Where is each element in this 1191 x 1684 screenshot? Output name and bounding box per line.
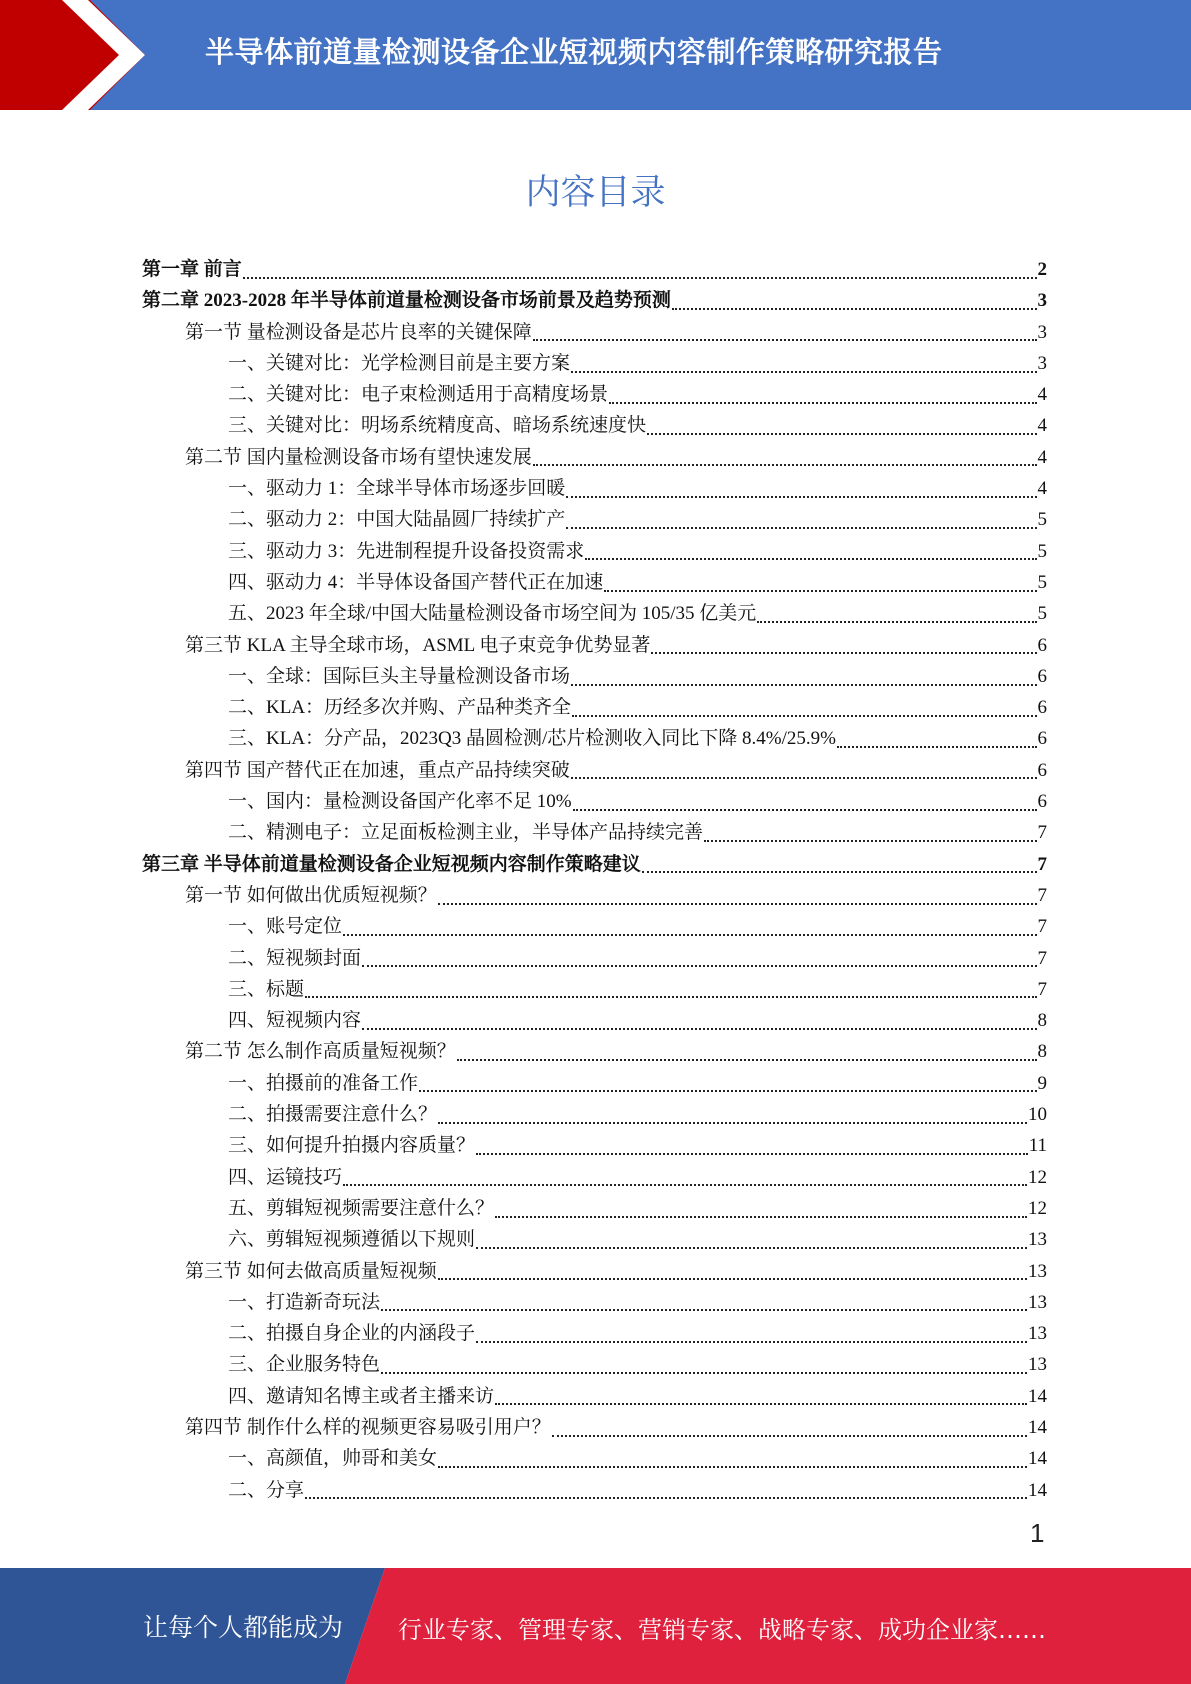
toc-entry[interactable] bbox=[142, 1443, 1047, 1474]
toc-entry-title: 四、短视频内容 bbox=[228, 1010, 362, 1032]
dot-leader bbox=[438, 903, 1037, 905]
toc-entry-page: 14 bbox=[1028, 1416, 1047, 1438]
toc-entry-page: 13 bbox=[1028, 1291, 1047, 1313]
toc-entry-page: 14 bbox=[1028, 1448, 1047, 1470]
toc-entry-title: 四、运镜技巧 bbox=[228, 1166, 343, 1188]
dot-leader bbox=[476, 1153, 1028, 1155]
dot-leader bbox=[495, 1216, 1027, 1218]
toc-entry-page: 10 bbox=[1028, 1104, 1047, 1126]
toc-entry-title: 一、关键对比：光学检测目前是主要方案 bbox=[228, 352, 571, 374]
dot-leader bbox=[438, 1466, 1027, 1468]
toc-entry[interactable] bbox=[142, 1287, 1047, 1318]
toc-entry-title: 三、企业服务特色 bbox=[228, 1354, 381, 1376]
toc-entry[interactable] bbox=[142, 1099, 1047, 1130]
toc-entry[interactable] bbox=[142, 786, 1047, 817]
toc-entry-title: 三、驱动力 3：先进制程提升设备投资需求 bbox=[228, 540, 585, 562]
toc-entry-page: 6 bbox=[1037, 634, 1047, 656]
toc-entry-title: 四、驱动力 4：半导体设备国产替代正在加速 bbox=[228, 571, 604, 593]
dot-leader bbox=[672, 308, 1037, 310]
toc-entry-page: 6 bbox=[1037, 665, 1047, 687]
report-title: 半导体前道量检测设备企业短视频内容制作策略研究报告 bbox=[205, 35, 943, 69]
toc-entry[interactable] bbox=[142, 849, 1047, 880]
toc-entry[interactable] bbox=[142, 974, 1047, 1005]
toc-entry-page: 2 bbox=[1037, 259, 1047, 280]
toc-entry-title: 第一章 前言 bbox=[142, 259, 242, 280]
toc-entry[interactable] bbox=[142, 1068, 1047, 1099]
toc-entry-title: 第二节 怎么制作高质量短视频？ bbox=[185, 1041, 456, 1063]
toc-entry-title: 第二章 2023-2028 年半导体前道量检测设备市场前景及趋势预测 bbox=[142, 290, 671, 312]
toc-entry-title: 第三节 如何去做高质量短视频 bbox=[185, 1260, 437, 1282]
toc-entry-page: 6 bbox=[1037, 759, 1047, 781]
toc-entry[interactable] bbox=[142, 1005, 1047, 1036]
toc-entry-title: 第二节 国内量检测设备市场有望快速发展 bbox=[185, 446, 532, 468]
toc-entry[interactable] bbox=[142, 1381, 1047, 1412]
toc-entry[interactable] bbox=[142, 567, 1047, 598]
toc-entry-title: 二、拍摄自身企业的内涵段子 bbox=[228, 1323, 476, 1345]
toc-entry-page: 4 bbox=[1037, 478, 1047, 500]
dot-leader bbox=[381, 1372, 1027, 1374]
toc-entry-page: 7 bbox=[1037, 947, 1047, 969]
toc-entry-title: 二、短视频封面 bbox=[228, 947, 362, 969]
toc-entry-page: 13 bbox=[1028, 1260, 1047, 1282]
toc-entry[interactable] bbox=[142, 379, 1047, 410]
footer-slogan-right: 行业专家、管理专家、营销专家、战略专家、成功企业家…… bbox=[398, 1616, 1046, 1644]
dot-leader bbox=[243, 277, 1037, 279]
toc-entry-page: 8 bbox=[1037, 1010, 1047, 1032]
toc-entry-title: 第四节 国产替代正在加速，重点产品持续突破 bbox=[185, 759, 570, 781]
toc-entry[interactable] bbox=[142, 1318, 1047, 1349]
toc-entry-page: 5 bbox=[1037, 509, 1047, 531]
toc-entry[interactable] bbox=[142, 755, 1047, 786]
dot-leader bbox=[573, 809, 1037, 811]
report-footer bbox=[0, 1568, 1191, 1684]
toc-entry-page: 13 bbox=[1028, 1354, 1047, 1376]
toc-entry[interactable] bbox=[142, 692, 1047, 723]
toc-entry[interactable] bbox=[142, 598, 1047, 629]
toc-entry-title: 五、2023 年全球/中国大陆量检测设备市场空间为 105/35 亿美元 bbox=[228, 603, 757, 625]
table-of-contents bbox=[142, 254, 1047, 1506]
toc-entry-page: 3 bbox=[1037, 321, 1047, 343]
dot-leader bbox=[704, 840, 1036, 842]
toc-entry[interactable] bbox=[142, 1349, 1047, 1380]
toc-entry-page: 13 bbox=[1028, 1323, 1047, 1345]
toc-entry-page: 5 bbox=[1037, 571, 1047, 593]
dot-leader bbox=[419, 1090, 1036, 1092]
toc-entry-page: 8 bbox=[1037, 1041, 1047, 1063]
toc-heading: 内容目录 bbox=[525, 173, 666, 213]
toc-entry-page: 7 bbox=[1037, 822, 1047, 844]
toc-entry-title: 三、KLA：分产品，2023Q3 晶圆检测/芯片检测收入同比下降 8.4%/25.9% bbox=[228, 728, 836, 750]
dot-leader bbox=[476, 1341, 1027, 1343]
toc-entry-title: 第一节 量检测设备是芯片良率的关键保障 bbox=[185, 321, 532, 343]
dot-leader bbox=[343, 1184, 1027, 1186]
dot-leader bbox=[604, 590, 1036, 592]
dot-leader bbox=[305, 1497, 1027, 1499]
dot-leader bbox=[642, 871, 1037, 873]
dot-leader bbox=[571, 371, 1036, 373]
dot-leader bbox=[533, 339, 1037, 341]
toc-entry-page: 4 bbox=[1037, 384, 1047, 406]
dot-leader bbox=[609, 402, 1036, 404]
toc-entry-title: 六、剪辑短视频遵循以下规则 bbox=[228, 1229, 476, 1251]
toc-entry-title: 二、精测电子：立足面板检测主业，半导体产品持续完善 bbox=[228, 822, 704, 844]
toc-entry-title: 一、全球：国际巨头主导量检测设备市场 bbox=[228, 665, 571, 687]
toc-entry-page: 6 bbox=[1037, 791, 1047, 813]
dot-leader bbox=[571, 684, 1036, 686]
dot-leader bbox=[381, 1309, 1027, 1311]
dot-leader bbox=[343, 934, 1036, 936]
toc-entry-page: 7 bbox=[1037, 916, 1047, 938]
toc-entry[interactable] bbox=[142, 1193, 1047, 1224]
toc-entry[interactable] bbox=[142, 817, 1047, 848]
dot-leader bbox=[572, 715, 1036, 717]
dot-leader bbox=[305, 996, 1036, 998]
toc-entry-page: 4 bbox=[1037, 446, 1047, 468]
toc-entry-page: 13 bbox=[1028, 1229, 1047, 1251]
toc-entry-title: 二、关键对比：电子束检测适用于高精度场景 bbox=[228, 384, 609, 406]
toc-entry[interactable] bbox=[142, 442, 1047, 473]
toc-entry[interactable] bbox=[142, 1162, 1047, 1193]
toc-entry-title: 第一节 如何做出优质短视频？ bbox=[185, 884, 437, 906]
toc-entry-title: 三、关键对比：明场系统精度高、暗场系统速度快 bbox=[228, 415, 647, 437]
toc-entry[interactable] bbox=[142, 880, 1047, 911]
report-header bbox=[0, 0, 1191, 110]
toc-entry-page: 5 bbox=[1037, 603, 1047, 625]
toc-entry[interactable] bbox=[142, 254, 1047, 285]
toc-entry[interactable] bbox=[142, 504, 1047, 535]
toc-entry[interactable] bbox=[142, 1130, 1047, 1161]
toc-entry-title: 一、国内：量检测设备国产化率不足 10% bbox=[228, 791, 572, 813]
dot-leader bbox=[457, 1059, 1037, 1061]
toc-entry-title: 第三节 KLA 主导全球市场，ASML 电子束竞争优势显著 bbox=[185, 634, 651, 656]
toc-entry-page: 14 bbox=[1028, 1385, 1047, 1407]
toc-entry-title: 三、如何提升拍摄内容质量？ bbox=[228, 1135, 476, 1157]
dot-leader bbox=[647, 433, 1036, 435]
toc-entry[interactable] bbox=[142, 473, 1047, 504]
dot-leader bbox=[552, 1435, 1027, 1437]
toc-entry-page: 12 bbox=[1028, 1197, 1047, 1219]
toc-entry-title: 一、驱动力 1：全球半导体市场逐步回暖 bbox=[228, 478, 566, 500]
toc-entry[interactable] bbox=[142, 1224, 1047, 1255]
toc-entry-title: 一、打造新奇玩法 bbox=[228, 1291, 381, 1313]
toc-entry-title: 二、驱动力 2：中国大陆晶圆厂持续扩产 bbox=[228, 509, 566, 531]
toc-entry-title: 一、高颜值，帅哥和美女 bbox=[228, 1448, 438, 1470]
dot-leader bbox=[476, 1247, 1027, 1249]
dot-leader bbox=[757, 621, 1036, 623]
toc-entry-page: 6 bbox=[1037, 697, 1047, 719]
toc-entry-title: 二、分享 bbox=[228, 1479, 305, 1501]
toc-entry[interactable] bbox=[142, 317, 1047, 348]
toc-entry[interactable] bbox=[142, 911, 1047, 942]
toc-entry-title: 三、标题 bbox=[228, 978, 305, 1000]
toc-entry-page: 4 bbox=[1037, 415, 1047, 437]
toc-entry-page: 3 bbox=[1037, 290, 1047, 312]
page-number: 1 bbox=[1030, 1518, 1045, 1548]
toc-entry-title: 第三章 半导体前道量检测设备企业短视频内容制作策略建议 bbox=[142, 853, 641, 875]
dot-leader bbox=[362, 965, 1036, 967]
toc-entry[interactable] bbox=[142, 1256, 1047, 1287]
toc-entry-page: 9 bbox=[1037, 1072, 1047, 1094]
toc-entry[interactable] bbox=[142, 1412, 1047, 1443]
dot-leader bbox=[585, 558, 1036, 560]
toc-entry-page: 11 bbox=[1028, 1135, 1047, 1157]
toc-entry[interactable] bbox=[142, 723, 1047, 754]
dot-leader bbox=[837, 746, 1037, 748]
toc-entry-page: 5 bbox=[1037, 540, 1047, 562]
toc-entry-page: 7 bbox=[1037, 884, 1047, 906]
toc-entry-title: 二、KLA：历经多次并购、产品种类齐全 bbox=[228, 697, 572, 719]
toc-entry-title: 一、账号定位 bbox=[228, 916, 343, 938]
footer-slogan-left: 让每个人都能成为 bbox=[143, 1613, 344, 1642]
toc-entry-page: 12 bbox=[1028, 1166, 1047, 1188]
toc-entry-title: 第四节 制作什么样的视频更容易吸引用户？ bbox=[185, 1416, 551, 1438]
toc-entry-page: 7 bbox=[1037, 853, 1047, 875]
toc-entry[interactable] bbox=[142, 1475, 1047, 1506]
toc-entry[interactable] bbox=[142, 348, 1047, 379]
dot-leader bbox=[533, 464, 1037, 466]
toc-entry-page: 14 bbox=[1028, 1479, 1047, 1501]
dot-leader bbox=[651, 652, 1036, 654]
toc-entry-title: 一、拍摄前的准备工作 bbox=[228, 1072, 419, 1094]
toc-entry-page: 3 bbox=[1037, 352, 1047, 374]
toc-entry-page: 6 bbox=[1037, 728, 1047, 750]
header-chevron-graphic bbox=[0, 0, 150, 110]
toc-entry-page: 7 bbox=[1037, 978, 1047, 1000]
toc-entry-title: 五、剪辑短视频需要注意什么？ bbox=[228, 1197, 495, 1219]
dot-leader bbox=[362, 1028, 1036, 1030]
toc-entry[interactable] bbox=[142, 285, 1047, 316]
dot-leader bbox=[438, 1278, 1027, 1280]
toc-entry-title: 四、邀请知名博主或者主播来访 bbox=[228, 1385, 495, 1407]
toc-entry[interactable] bbox=[142, 943, 1047, 974]
dot-leader bbox=[495, 1403, 1027, 1405]
toc-entry[interactable] bbox=[142, 410, 1047, 441]
toc-entry[interactable] bbox=[142, 661, 1047, 692]
toc-entry[interactable] bbox=[142, 1036, 1047, 1067]
dot-leader bbox=[571, 777, 1037, 779]
toc-entry-title: 二、拍摄需要注意什么？ bbox=[228, 1104, 438, 1126]
dot-leader bbox=[566, 527, 1036, 529]
toc-entry[interactable] bbox=[142, 630, 1047, 661]
toc-entry[interactable] bbox=[142, 536, 1047, 567]
dot-leader bbox=[566, 496, 1036, 498]
dot-leader bbox=[438, 1122, 1027, 1124]
